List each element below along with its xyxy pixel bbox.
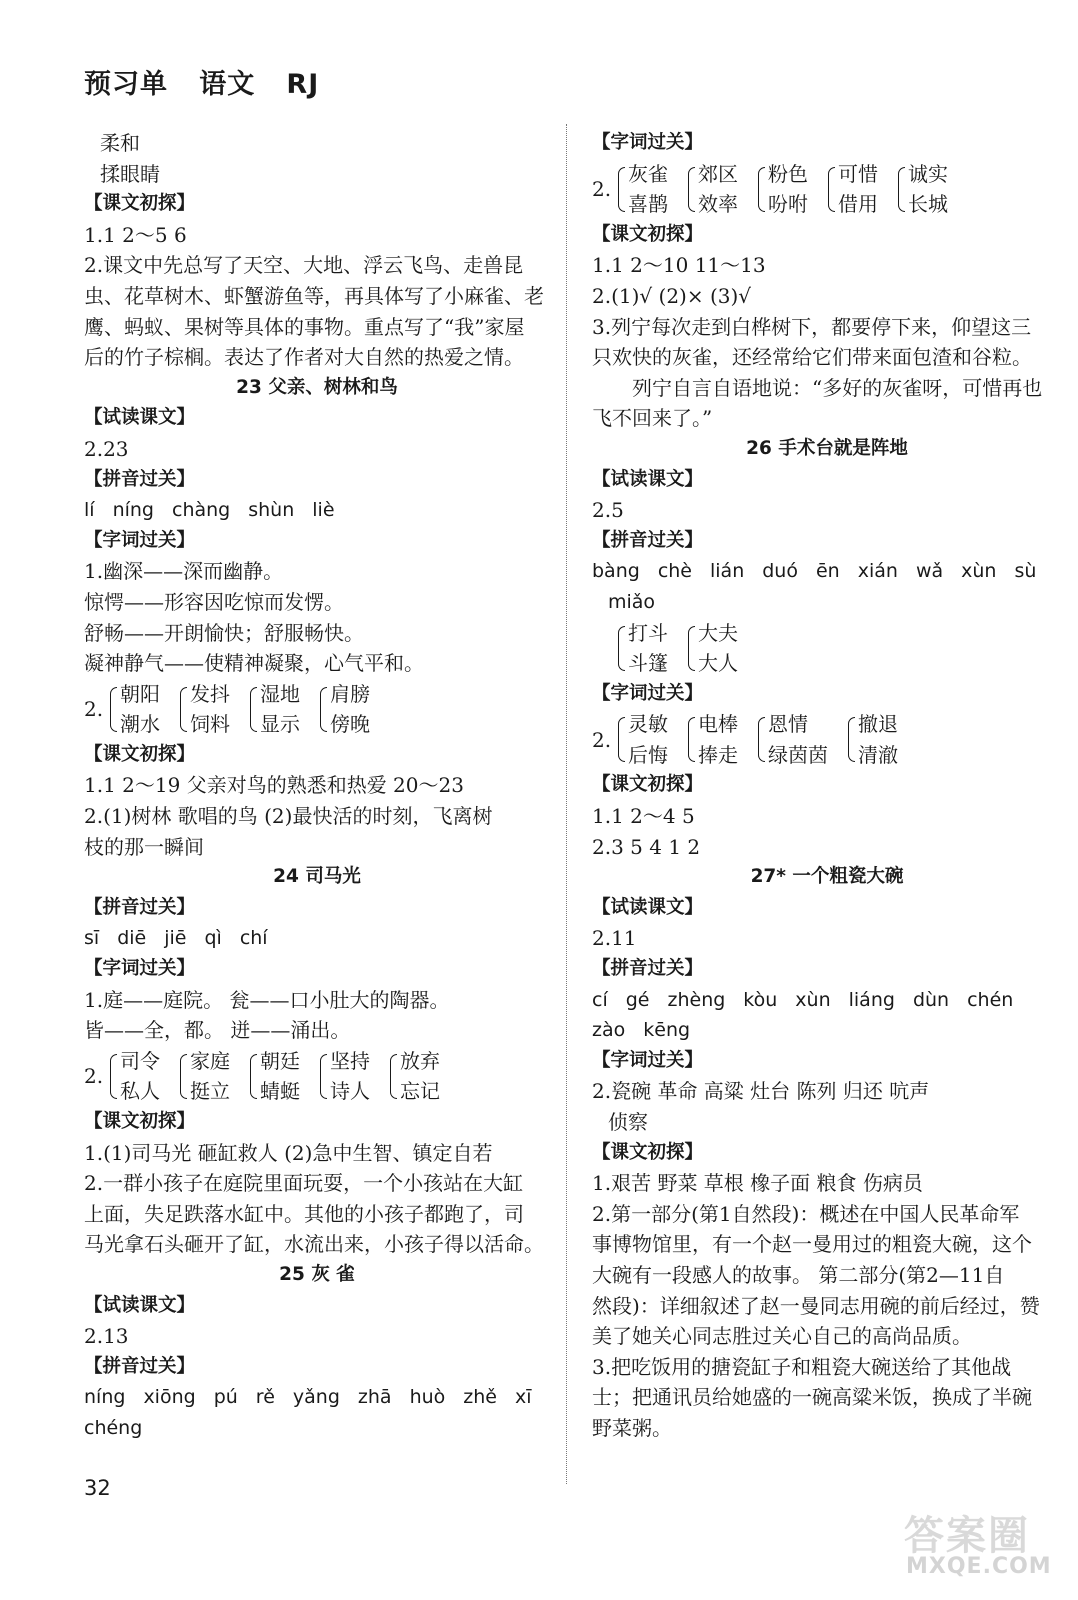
item-number: 2. — [84, 697, 104, 722]
answer-line: 上面，失足跌落水缸中。其他的小孩子都跑了，司 — [84, 1201, 524, 1226]
word-pair — [846, 709, 898, 770]
word-pair — [108, 679, 160, 740]
word: 显示 — [260, 712, 300, 737]
word: 灰雀 — [628, 161, 668, 186]
pinyin-syllable: xiōng — [143, 1386, 196, 1409]
pinyin-syllable: lián — [710, 560, 745, 583]
pinyin-syllable: pú — [213, 1386, 238, 1409]
word-pair — [388, 1046, 440, 1107]
answer-line: 2.5 — [592, 498, 624, 523]
watermark-text: 答案圈 — [904, 1513, 1030, 1559]
pinyin-syllable: liáng — [848, 988, 895, 1011]
pinyin-row — [84, 1413, 550, 1444]
word-pair — [248, 679, 300, 740]
section-heading: 【试读课文】 — [84, 1294, 196, 1316]
pinyin-row — [84, 495, 550, 526]
answer-line: 1.1 2～10 11～13 — [592, 253, 766, 278]
word: 朝阳 — [120, 681, 160, 706]
pinyin-syllable: chàng — [172, 499, 231, 522]
pinyin-syllable: rě — [255, 1386, 275, 1409]
word: 忘记 — [400, 1079, 440, 1104]
pinyin-syllable: níng — [112, 499, 154, 522]
answer-line: 只欢快的灰雀，还经常给它们带来面包渣和谷粒。 — [592, 345, 1032, 370]
section-heading: 【试读课文】 — [592, 896, 704, 918]
pinyin-syllable: dùn — [912, 988, 950, 1011]
answer-line: 事博物馆里，有一个赵一曼用过的粗瓷大碗，这个 — [592, 1232, 1032, 1257]
word: 蜻蜓 — [260, 1079, 300, 1104]
answer-line: 惊愕——形容因吃惊而发愣。 — [84, 589, 344, 614]
word-pair — [616, 709, 668, 770]
answer-line: 2.13 — [84, 1324, 129, 1349]
answer-line: 3.列宁每次走到白桦树下，都要停下来，仰望这三 — [592, 314, 1032, 339]
word-pair — [616, 159, 668, 220]
word: 可惜 — [838, 161, 878, 186]
word: 粉色 — [768, 161, 808, 186]
pinyin-syllable: yǎng — [292, 1386, 340, 1409]
word-pairs — [84, 1046, 550, 1107]
section-heading: 【拼音过关】 — [592, 958, 704, 980]
section-heading: 【试读课文】 — [592, 468, 704, 490]
page-header: 预习单 语文 RJ — [84, 69, 320, 100]
pinyin-syllable: chí — [239, 927, 268, 950]
right-column — [592, 128, 1062, 1444]
pinyin-syllable: liè — [312, 499, 335, 522]
word: 恩情 — [768, 712, 808, 737]
word: 灵敏 — [628, 712, 668, 737]
answer-line: 野菜粥。 — [592, 1415, 672, 1440]
section-heading: 【字词过关】 — [592, 1049, 704, 1071]
pinyin-syllable: chè — [657, 560, 692, 583]
answer-line: 1.幽深——深而幽静。 — [84, 559, 284, 584]
pinyin-syllable: gé — [625, 988, 650, 1011]
pinyin-syllable: shùn — [248, 499, 295, 522]
answer-line: 2.瓷碗 革命 高粱 灶台 陈列 归还 吭声 — [592, 1079, 930, 1104]
answer-line: 1.1 2～4 5 — [592, 804, 695, 829]
word: 坚持 — [330, 1048, 370, 1073]
word: 傍晚 — [330, 712, 370, 737]
word: 借用 — [838, 192, 878, 217]
lesson-title: 26 手术台就是阵地 — [746, 437, 908, 459]
pinyin-syllable: sù — [1014, 560, 1037, 583]
section-heading: 【课文初探】 — [592, 774, 704, 796]
pinyin-syllable: lí — [84, 499, 95, 522]
word-pair — [616, 618, 668, 679]
lesson-title: 27* 一个粗瓷大碗 — [750, 866, 904, 888]
word-pair — [686, 618, 738, 679]
answer-line: 2.一群小孩子在庭院里面玩耍，一个小孩站在大缸 — [84, 1171, 524, 1196]
pinyin-syllable: kòu — [743, 988, 778, 1011]
word-pair — [686, 709, 738, 770]
pinyin-syllable: jiē — [164, 927, 187, 950]
word: 诚实 — [908, 161, 948, 186]
section-heading: 【课文初探】 — [592, 223, 704, 245]
pinyin-syllable: duó — [762, 560, 798, 583]
item-number: 2. — [592, 177, 612, 202]
answer-line: 1.(1)司马光 砸缸救人 (2)急中生智、镇定自若 — [84, 1140, 493, 1165]
word-pair — [318, 679, 370, 740]
lesson-title: 23 父亲、树林和鸟 — [236, 376, 398, 398]
answer-line: 大碗有一段感人的故事。 第二部分(第2—11自 — [592, 1262, 1005, 1287]
section-heading: 【拼音过关】 — [84, 468, 196, 490]
answer-line: 1.1 2～5 6 — [84, 222, 187, 247]
answer-line: 美了她关心同志胜过关心自己的高尚品质。 — [592, 1324, 972, 1349]
pinyin-syllable: xī — [515, 1386, 532, 1409]
word-pair — [318, 1046, 370, 1107]
word: 效率 — [698, 192, 738, 217]
answer-line: 列宁自言自语地说：“多好的灰雀呀，可惜再也 — [632, 375, 1043, 400]
word-pair — [108, 1046, 160, 1107]
section-heading: 【拼音过关】 — [84, 1355, 196, 1377]
section-heading: 【字词过关】 — [84, 958, 196, 980]
answer-line: 马光拿石头砸开了缸，水流出来，小孩子得以活命。 — [84, 1232, 544, 1257]
answer-line: 2.第一部分(第1自然段)：概述在中国人民革命军 — [592, 1201, 1020, 1226]
answer-line: 虫、花草树木、虾蟹游鱼等，再具体写了小麻雀、老 — [84, 283, 544, 308]
word-pairs — [592, 709, 1062, 770]
pinyin-syllable: bàng — [592, 560, 640, 583]
answer-line: 舒畅——开朗愉快；舒服畅快。 — [84, 620, 364, 645]
word: 喜鹊 — [628, 192, 668, 217]
answer-line: 1.艰苦 野菜 草根 橡子面 粮食 伤病员 — [592, 1171, 923, 1196]
word-pair — [756, 159, 808, 220]
section-heading: 【试读课文】 — [84, 407, 196, 429]
word: 肩膀 — [330, 681, 370, 706]
word: 诗人 — [330, 1079, 370, 1104]
word: 捧走 — [698, 742, 738, 767]
pinyin-syllable: zhě — [463, 1386, 497, 1409]
answer-line: 2.(1)树林 歌唱的鸟 (2)最快活的时刻，飞离树 — [84, 804, 493, 829]
word: 朝廷 — [260, 1048, 300, 1073]
word: 斗篷 — [628, 651, 668, 676]
answer-line: 2.课文中先总写了天空、大地、浮云飞鸟、走兽昆 — [84, 253, 524, 278]
section-heading: 【字词过关】 — [592, 132, 704, 153]
word: 家庭 — [190, 1048, 230, 1073]
pinyin-row — [592, 556, 1062, 587]
answer-line: 2.3 5 4 1 2 — [592, 834, 701, 859]
pinyin-syllable: diē — [117, 927, 147, 950]
word-pairs — [84, 679, 550, 740]
word: 大夫 — [698, 620, 738, 645]
word: 电棒 — [698, 712, 738, 737]
word: 清澈 — [858, 742, 898, 767]
pinyin-row — [592, 1015, 1062, 1046]
pinyin-syllable: miǎo — [608, 590, 656, 613]
pinyin-syllable: níng — [84, 1386, 126, 1409]
answer-line: 2.11 — [592, 926, 637, 951]
answer-line: 然段)：详细叙述了赵一曼同志用碗的前后经过，赞 — [592, 1293, 1040, 1318]
word: 长城 — [908, 192, 948, 217]
section-heading: 【字词过关】 — [592, 682, 704, 704]
answer-line: 2.23 — [84, 436, 129, 461]
section-heading: 【课文初探】 — [84, 193, 196, 215]
pinyin-syllable: huò — [409, 1386, 446, 1409]
section-heading: 【拼音过关】 — [84, 896, 196, 918]
lesson-title: 24 司马光 — [273, 866, 361, 888]
word: 大人 — [698, 651, 738, 676]
pinyin-syllable: zhèng — [667, 988, 726, 1011]
section-heading: 【课文初探】 — [84, 743, 196, 765]
pinyin-syllable: kēng — [643, 1019, 691, 1042]
pinyin-row — [592, 985, 1062, 1016]
page-number: 32 — [84, 1476, 111, 1500]
word: 湿地 — [260, 681, 300, 706]
section-heading: 【字词过关】 — [84, 529, 196, 551]
pinyin-syllable: qì — [204, 927, 222, 950]
answer-line: 2.(1)√ (2)× (3)√ — [592, 283, 752, 308]
word: 撤退 — [858, 712, 898, 737]
answer-line: 1.庭——庭院。 瓮——口小肚大的陶器。 — [84, 987, 450, 1012]
word-pair — [178, 679, 230, 740]
word: 放弃 — [400, 1048, 440, 1073]
word-pair — [756, 709, 828, 770]
section-heading: 【课文初探】 — [84, 1111, 196, 1132]
word-pair — [896, 159, 948, 220]
pinyin-syllable: ēn — [815, 560, 840, 583]
answer-line: 飞不回来了。” — [592, 406, 713, 431]
pinyin-syllable: chén — [967, 988, 1014, 1011]
word-pairs — [592, 618, 1062, 679]
watermark-url: MXQE.COM — [906, 1554, 1052, 1579]
pinyin-syllable: xùn — [795, 988, 831, 1011]
pinyin-row — [84, 1382, 550, 1413]
pinyin-syllable: zào — [592, 1019, 626, 1042]
answer-line: 侦察 — [608, 1110, 648, 1134]
answer-line: 3.把吃饭用的搪瓷缸子和粗瓷大碗送给了其他战 — [592, 1354, 1012, 1379]
watermark-logo — [896, 1502, 1056, 1586]
pinyin-syllable: sī — [84, 927, 100, 950]
word: 打斗 — [628, 620, 668, 645]
item-number: 2. — [84, 1064, 104, 1089]
pinyin-syllable: chéng — [84, 1416, 143, 1439]
word: 郊区 — [698, 161, 738, 186]
pinyin-syllable: cí — [592, 988, 608, 1011]
word-pair — [686, 159, 738, 220]
item-number: 2. — [592, 727, 612, 752]
word: 吩咐 — [768, 192, 808, 217]
pinyin-row — [84, 923, 550, 954]
word: 挺立 — [190, 1079, 230, 1104]
word: 后悔 — [628, 742, 668, 767]
word-pair — [248, 1046, 300, 1107]
left-column — [84, 128, 550, 1444]
answer-line: 士；把通讯员给她盛的一碗高粱米饭，换成了半碗 — [592, 1385, 1032, 1410]
word-pair — [178, 1046, 230, 1107]
pinyin-row — [592, 587, 1062, 618]
lesson-title: 25 灰 雀 — [279, 1263, 355, 1285]
word-pairs — [592, 159, 1062, 220]
answer-line: 柔和 — [100, 131, 140, 155]
answer-line: 凝神静气——使精神凝聚，心气平和。 — [84, 651, 424, 676]
word: 发抖 — [190, 681, 230, 706]
pinyin-syllable: zhā — [357, 1386, 392, 1409]
word-pair — [826, 159, 878, 220]
word: 司令 — [120, 1048, 160, 1073]
answer-line: 鹰、蚂蚁、果树等具体的事物。重点写了“我”家屋 — [84, 314, 525, 339]
word: 私人 — [120, 1079, 160, 1104]
section-heading: 【拼音过关】 — [592, 529, 704, 551]
answer-line: 枝的那一瞬间 — [84, 834, 204, 859]
word: 绿茵茵 — [768, 742, 828, 767]
answer-line: 1.1 2～19 父亲对鸟的熟悉和热爱 20～23 — [84, 773, 464, 798]
answer-line: 皆——全，都。 迸——涌出。 — [84, 1018, 351, 1043]
pinyin-syllable: xián — [857, 560, 898, 583]
pinyin-syllable: wǎ — [915, 560, 944, 583]
word: 潮水 — [120, 712, 160, 737]
answer-line: 揉眼睛 — [100, 161, 160, 186]
answer-line: 后的竹子棕榈。表达了作者对大自然的热爱之情。 — [84, 345, 524, 370]
pinyin-syllable: xùn — [961, 560, 997, 583]
word: 饲料 — [190, 712, 230, 737]
column-divider — [566, 124, 567, 1484]
section-heading: 【课文初探】 — [592, 1141, 704, 1163]
